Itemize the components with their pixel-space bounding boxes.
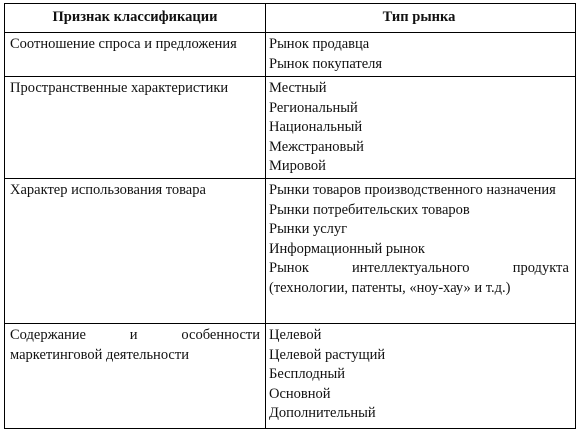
market-type-item: Дополнительный [269,405,376,422]
market-type-item: Национальный [269,119,363,136]
header-classification-criterion: Признак классификации [5,4,266,32]
table-row [5,323,575,428]
market-type-item: Рынки потребительских товаров [269,201,470,218]
header-market-type: Тип рынка [382,9,456,25]
row-market-types [266,179,575,323]
row-market-types [266,33,575,76]
market-type-item: Рынки товаров производственного назначения [269,182,556,198]
market-type-item: Основной [269,385,331,402]
market-type-item: Местный [269,80,327,96]
row-market-types [266,324,575,428]
row-criterion: Пространственные характеристики [5,77,266,178]
market-type-item: Бесплодный [269,366,346,383]
market-type-item: Рынок интеллектуального продукта (технологии, патенты, «ноу-хау» и т.д.) [269,260,569,296]
table-row [5,178,575,323]
market-type-item: Целевой [269,327,322,343]
table-header-row [5,4,575,32]
row-market-types [266,77,575,178]
market-type-item: Информационный рынок [269,240,425,257]
market-type-item: Рынок продавца [269,36,370,52]
market-type-item: Межстрановый [269,138,364,155]
market-classification-table [4,3,576,429]
table-row [5,76,575,178]
market-type-item: Рынок покупателя [269,55,383,72]
table-row [5,32,575,76]
row-criterion: Характер использования товара [5,179,266,323]
row-criterion: Соотношение спроса и предложения [5,33,266,76]
market-type-item: Мировой [269,158,326,175]
market-type-item: Рынки услуг [269,221,348,238]
market-type-item: Целевой растущий [269,346,386,363]
market-type-item: Региональный [269,99,358,116]
row-criterion: Содержание и особенности маркетинговой деятельности [5,324,266,428]
